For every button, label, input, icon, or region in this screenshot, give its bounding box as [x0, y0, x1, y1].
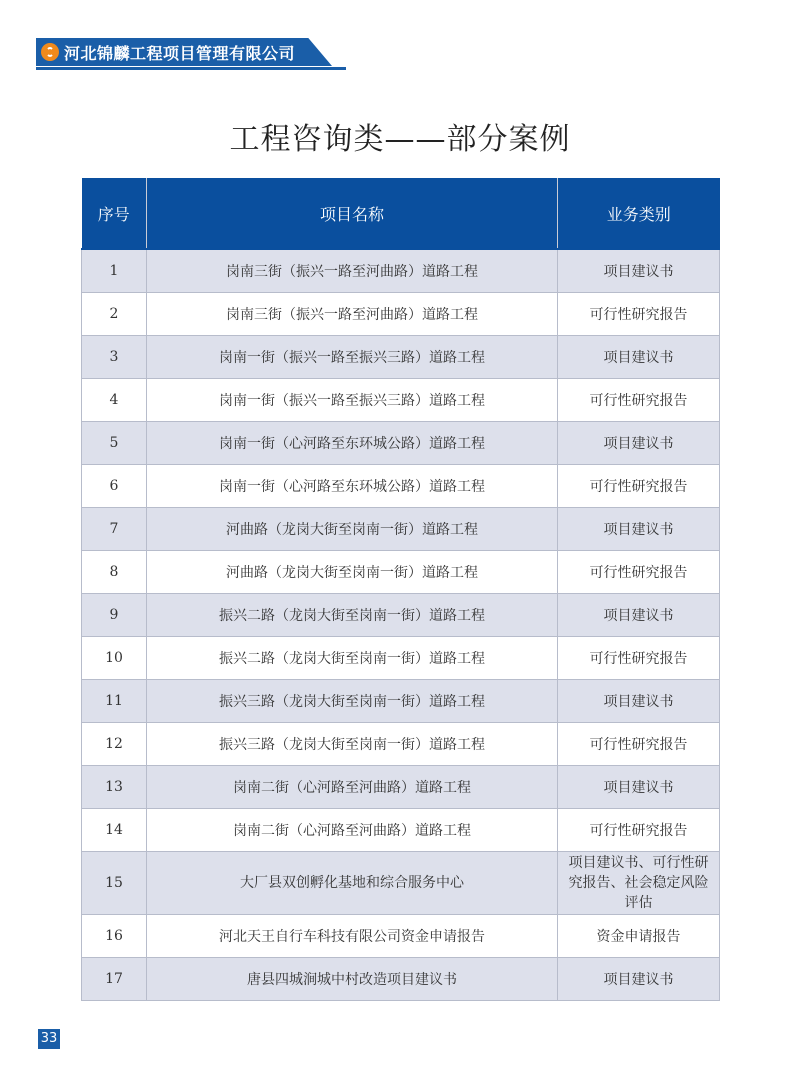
- business-type: 可行性研究报告: [558, 551, 720, 594]
- table-row: [82, 336, 720, 379]
- table-row: [82, 915, 720, 958]
- row-number: 3: [82, 336, 147, 379]
- case-table: [81, 178, 720, 1001]
- business-type: 项目建议书: [558, 766, 720, 809]
- business-type: 项目建议书: [558, 508, 720, 551]
- row-number: 9: [82, 594, 147, 637]
- table-header-row: [82, 178, 720, 249]
- project-name: 振兴三路（龙岗大街至岗南一街）道路工程: [147, 680, 558, 723]
- project-name: 振兴三路（龙岗大街至岗南一街）道路工程: [147, 723, 558, 766]
- project-name: 岗南二街（心河路至河曲路）道路工程: [147, 809, 558, 852]
- business-type: 可行性研究报告: [558, 379, 720, 422]
- business-type: 项目建议书、可行性研究报告、社会稳定风险评估: [558, 852, 720, 915]
- project-name: 振兴二路（龙岗大街至岗南一街）道路工程: [147, 637, 558, 680]
- column-header-number: 序号: [82, 178, 147, 249]
- business-type: 项目建议书: [558, 680, 720, 723]
- project-name: 河曲路（龙岗大街至岗南一街）道路工程: [147, 551, 558, 594]
- project-name: 岗南二街（心河路至河曲路）道路工程: [147, 766, 558, 809]
- table-row: [82, 508, 720, 551]
- column-header-project-name: 项目名称: [147, 178, 558, 249]
- table-row: [82, 680, 720, 723]
- business-type: 项目建议书: [558, 422, 720, 465]
- table-row: [82, 465, 720, 508]
- project-name: 岗南一街（振兴一路至振兴三路）道路工程: [147, 379, 558, 422]
- table-row: [82, 809, 720, 852]
- row-number: 7: [82, 508, 147, 551]
- row-number: 15: [82, 852, 147, 915]
- project-name: 岗南三街（振兴一路至河曲路）道路工程: [147, 293, 558, 336]
- row-number: 1: [82, 249, 147, 293]
- project-name: 河北天王自行车科技有限公司资金申请报告: [147, 915, 558, 958]
- business-type: 项目建议书: [558, 336, 720, 379]
- table-row: [82, 852, 720, 915]
- row-number: 5: [82, 422, 147, 465]
- project-name: 唐县四城涧城中村改造项目建议书: [147, 958, 558, 1001]
- table-row: [82, 551, 720, 594]
- row-number: 14: [82, 809, 147, 852]
- table-row: [82, 766, 720, 809]
- business-type: 资金申请报告: [558, 915, 720, 958]
- table-row: [82, 594, 720, 637]
- column-header-business-type: 业务类别: [558, 178, 720, 249]
- business-type: 可行性研究报告: [558, 809, 720, 852]
- project-name: 岗南一街（心河路至东环城公路）道路工程: [147, 465, 558, 508]
- business-type: 可行性研究报告: [558, 637, 720, 680]
- row-number: 2: [82, 293, 147, 336]
- business-type: 项目建议书: [558, 249, 720, 293]
- table-row: [82, 422, 720, 465]
- business-type: 项目建议书: [558, 958, 720, 1001]
- company-name: 河北锦麟工程项目管理有限公司: [64, 44, 296, 63]
- page-number: 33: [38, 1029, 60, 1049]
- row-number: 16: [82, 915, 147, 958]
- row-number: 12: [82, 723, 147, 766]
- row-number: 13: [82, 766, 147, 809]
- row-number: 4: [82, 379, 147, 422]
- business-type: 可行性研究报告: [558, 723, 720, 766]
- table-row: [82, 958, 720, 1001]
- page-title: 工程咨询类——部分案例: [229, 122, 571, 157]
- table-row: [82, 379, 720, 422]
- project-name: 河曲路（龙岗大街至岗南一街）道路工程: [147, 508, 558, 551]
- project-name: 振兴二路（龙岗大街至岗南一街）道路工程: [147, 594, 558, 637]
- table-row: [82, 293, 720, 336]
- header-underline: [36, 67, 346, 70]
- business-type: 项目建议书: [558, 594, 720, 637]
- row-number: 8: [82, 551, 147, 594]
- project-name: 岗南一街（心河路至东环城公路）道路工程: [147, 422, 558, 465]
- business-type: 可行性研究报告: [558, 293, 720, 336]
- row-number: 17: [82, 958, 147, 1001]
- header-banner: [36, 38, 346, 70]
- table-row: [82, 249, 720, 293]
- table-row: [82, 723, 720, 766]
- project-name: 岗南三街（振兴一路至河曲路）道路工程: [147, 249, 558, 293]
- business-type: 可行性研究报告: [558, 465, 720, 508]
- project-name: 大厂县双创孵化基地和综合服务中心: [147, 852, 558, 915]
- row-number: 10: [82, 637, 147, 680]
- project-name: 岗南一街（振兴一路至振兴三路）道路工程: [147, 336, 558, 379]
- table-row: [82, 637, 720, 680]
- row-number: 11: [82, 680, 147, 723]
- swirl-logo-icon: [41, 43, 59, 61]
- row-number: 6: [82, 465, 147, 508]
